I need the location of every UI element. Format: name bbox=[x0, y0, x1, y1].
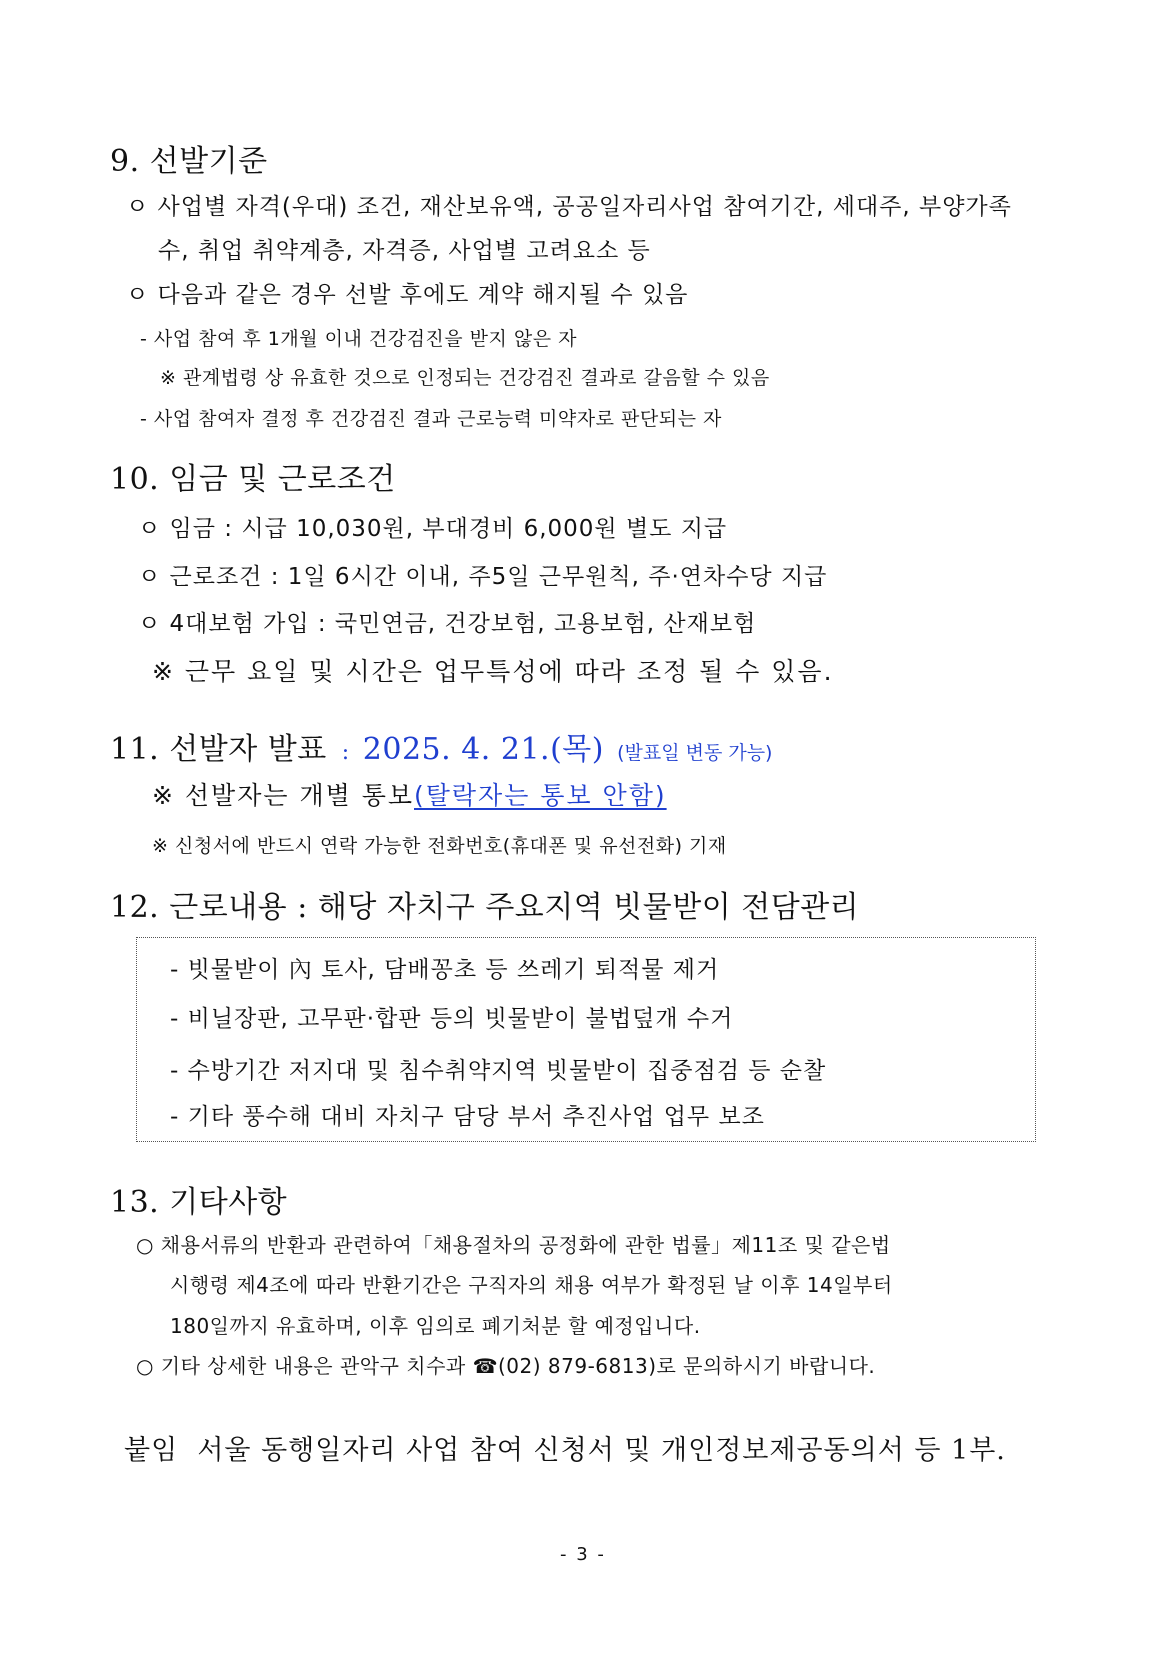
page-number: - 3 - bbox=[560, 1544, 606, 1565]
s13-bullet-1-line-2: 시행령 제4조에 따라 반환기간은 구직자의 채용 여부가 확정된 날 이후 14일부터 bbox=[170, 1273, 893, 1297]
s12-task-item: - 수방기간 저지대 및 침수취약지역 빗물받이 집중점검 등 순찰 bbox=[170, 1058, 827, 1084]
s10-note: ※ 근무 요일 및 시간은 업무특성에 따라 조정 될 수 있음. bbox=[152, 657, 834, 686]
s11-date-note: (발표일 변동 가능) bbox=[617, 742, 773, 764]
section-9-title: 9. 선발기준 bbox=[110, 144, 268, 179]
s9-bullet-1-line-1: ㅇ 사업별 자격(우대) 조건, 재산보유액, 공공일자리사업 참여기간, 세대주, 부양가족 bbox=[126, 194, 1012, 220]
s13-bullet-1-line-1: ○ 채용서류의 반환과 관련하여「채용절차의 공정화에 관한 법률」제11조 및 같은법 bbox=[136, 1233, 891, 1257]
s10-bullet-wage: ㅇ 임금 : 시급 10,030원, 부대경비 6,000원 별도 지급 bbox=[138, 516, 728, 542]
s9-bullet-2: ㅇ 다음과 같은 경우 선발 후에도 계약 해지될 수 있음 bbox=[126, 282, 689, 308]
s10-bullet-insurance: ㅇ 4대보험 가입 : 국민연금, 건강보험, 고용보험, 산재보험 bbox=[138, 611, 757, 637]
s12-task-item: - 빗물받이 內 토사, 담배꽁초 등 쓰레기 퇴적물 제거 bbox=[170, 957, 720, 983]
s13-bullet-1-line-3: 180일까지 유효하며, 이후 임의로 폐기처분 할 예정입니다. bbox=[170, 1314, 701, 1338]
s11-note-1 bbox=[152, 776, 667, 812]
s11-separator: : bbox=[341, 740, 350, 765]
s9-bullet-1-line-2: 수, 취업 취약계층, 자격증, 사업별 고려요소 등 bbox=[158, 238, 651, 264]
s11-note-2: ※ 신청서에 반드시 연락 가능한 전화번호(휴대폰 및 유선전화) 기재 bbox=[152, 835, 727, 857]
section-12-title: 12. 근로내용 : 해당 자치구 주요지역 빗물받이 전담관리 bbox=[110, 890, 860, 925]
s9-dash-2: - 사업 참여자 결정 후 건강검진 결과 근로능력 미약자로 판단되는 자 bbox=[140, 408, 722, 430]
s9-dash-1: - 사업 참여 후 1개월 이내 건강검진을 받지 않은 자 bbox=[140, 328, 578, 350]
s11-announce-date: 2025. 4. 21.(목) bbox=[362, 732, 604, 767]
section-11-title: 11. 선발자 발표 bbox=[110, 732, 327, 767]
s9-note-1: ※ 관계법령 상 유효한 것으로 인정되는 건강검진 결과로 갈음할 수 있음 bbox=[160, 367, 770, 389]
s11-note-1-text: ※ 선발자는 개별 통보 bbox=[152, 781, 414, 810]
s11-no-notice-link: (탈락자는 통보 안함) bbox=[414, 781, 667, 810]
section-10-title: 10. 임금 및 근로조건 bbox=[110, 462, 396, 497]
s12-task-item: - 비닐장판, 고무판·합판 등의 빗물받이 불법덮개 수거 bbox=[170, 1006, 734, 1032]
section-11-title-row bbox=[110, 724, 772, 768]
s13-bullet-2: ○ 기타 상세한 내용은 관악구 치수과 ☎(02) 879-6813)로 문의하시기 바랍니다. bbox=[136, 1354, 876, 1378]
s10-bullet-conditions: ㅇ 근로조건 : 1일 6시간 이내, 주5일 근무원칙, 주·연차수당 지급 bbox=[138, 564, 828, 590]
attachment-line: 붙임 서울 동행일자리 사업 참여 신청서 및 개인정보제공동의서 등 1부. bbox=[124, 1435, 1006, 1466]
section-13-title: 13. 기타사항 bbox=[110, 1185, 288, 1220]
s12-task-item: - 기타 풍수해 대비 자치구 담당 부서 추진사업 업무 보조 bbox=[170, 1104, 765, 1130]
